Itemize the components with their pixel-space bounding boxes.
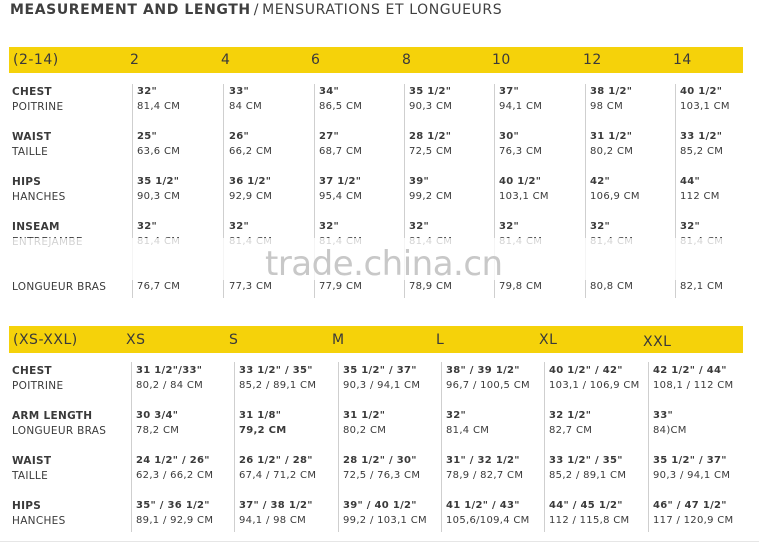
cm-value: 82,7 CM: [549, 425, 593, 436]
inch-value: 33 1/2" / 35": [549, 455, 623, 466]
measurement-label-french: TAILLE: [12, 470, 49, 482]
inch-value: 35 1/2": [137, 176, 180, 187]
measurement-label: [12, 410, 106, 437]
inch-value: 32": [229, 221, 250, 232]
cm-value: 95,4 CM: [319, 191, 363, 202]
cm-value: 67,4 / 71,2 CM: [239, 470, 317, 481]
size-range-label: (2-14): [13, 52, 59, 68]
measurement-cell: [239, 455, 316, 481]
measurement-cell: [590, 131, 633, 157]
inch-value: 41 1/2" / 43": [446, 500, 520, 511]
cm-value: 80,2 / 84 CM: [136, 380, 204, 391]
cm-value: 77,9 CM: [319, 281, 363, 292]
cm-value: 85,2 CM: [680, 146, 724, 157]
measurement-cell: [239, 410, 287, 436]
measurement-label-french: POITRINE: [12, 101, 64, 113]
cm-value: 63,6 CM: [137, 146, 181, 157]
measurement-label-english: CHEST: [12, 365, 52, 377]
inch-value: 46" / 47 1/2": [653, 500, 727, 511]
inch-value: 39" / 40 1/2": [343, 500, 417, 511]
size-header-cell: 4: [221, 52, 231, 68]
cm-value: 80,2 CM: [590, 146, 634, 157]
measurement-cell: [446, 500, 530, 526]
cm-value: 80,8 CM: [590, 281, 634, 292]
inch-value: 32": [409, 221, 430, 232]
measurement-cell: [239, 500, 313, 526]
inch-value: 26 1/2" / 28": [239, 455, 313, 466]
cm-value: 89,1 / 92,9 CM: [136, 515, 214, 526]
inch-value: 34": [319, 86, 340, 97]
column-divider: [131, 362, 132, 532]
cm-value: 79,2 CM: [239, 425, 287, 436]
inch-value: 24 1/2" / 26": [136, 455, 210, 466]
measurement-cell: [136, 410, 179, 436]
measurement-label-english: INSEAM: [12, 221, 60, 233]
measurement-cell: [680, 131, 723, 157]
inch-value: 31 1/2"/33": [136, 365, 203, 376]
measurement-label-english: WAIST: [12, 131, 52, 143]
size-header-cell: XS: [126, 331, 146, 348]
inch-value: 40 1/2": [499, 176, 542, 187]
column-divider: [441, 362, 442, 532]
size-header-cell: M: [332, 331, 345, 348]
measurement-cell: [653, 410, 687, 436]
size-header-cell: 6: [311, 52, 321, 68]
measurement-label-english: WAIST: [12, 455, 52, 467]
measurement-cell: [343, 500, 427, 526]
cm-value: 81,4 CM: [446, 425, 490, 436]
inch-value: 30": [499, 131, 520, 142]
inch-value: 32": [319, 221, 340, 232]
size-header-band: [9, 326, 743, 353]
cm-value: 78,9 / 82,7 CM: [446, 470, 524, 481]
measurement-cell: [137, 176, 180, 202]
title-separator: /: [253, 2, 260, 18]
inch-value: 32 1/2": [549, 410, 592, 421]
inch-value: 37": [499, 86, 520, 97]
measurement-label-french: POITRINE: [12, 380, 64, 392]
bottom-divider: [0, 541, 759, 542]
page-title: [10, 2, 502, 24]
cm-value: 72,5 / 76,3 CM: [343, 470, 421, 481]
size-header-cell: L: [436, 331, 445, 348]
measurement-cell: [680, 176, 720, 202]
size-header-cell: 14: [673, 52, 692, 68]
measurement-cell: [409, 131, 452, 157]
measurement-cell: [590, 86, 632, 112]
cm-value: 108,1 / 112 CM: [653, 380, 734, 391]
measurement-label-english: ARM LENGTH: [12, 410, 93, 422]
measurement-cell: [680, 86, 730, 112]
cm-value: 62,3 / 66,2 CM: [136, 470, 214, 481]
measurement-cell: [229, 131, 272, 157]
measurement-cell: [653, 365, 733, 391]
measurement-cell: [499, 176, 549, 202]
inch-value: 42 1/2" / 44": [653, 365, 727, 376]
inch-value: 40 1/2": [680, 86, 723, 97]
cm-value: 99,2 CM: [409, 191, 453, 202]
measurement-cell: [409, 86, 452, 112]
measurement-cell: [136, 455, 213, 481]
inch-value: 35 1/2" / 37": [343, 365, 417, 376]
measurement-cell: [446, 410, 489, 436]
measurement-cell: [136, 500, 213, 526]
cm-value: 112 CM: [680, 191, 720, 202]
inch-value: 35 1/2": [409, 86, 452, 97]
measurement-cell: [499, 86, 542, 112]
inch-value: 42": [590, 176, 611, 187]
measurement-cell: [409, 176, 452, 202]
measurement-cell: [239, 365, 316, 391]
measurement-label: [12, 176, 66, 203]
inch-value: 35 1/2" / 37": [653, 455, 727, 466]
measurement-label: [12, 455, 51, 482]
inch-value: 31" / 32 1/2": [446, 455, 520, 466]
cm-value: 94,1 CM: [499, 101, 543, 112]
inch-value: 35" / 36 1/2": [136, 500, 210, 511]
measurement-cell: [229, 86, 262, 112]
cm-value: 90,3 / 94,1 CM: [653, 470, 731, 481]
inch-value: 32": [137, 86, 158, 97]
title-english: MEASUREMENT AND LENGTH: [10, 2, 251, 18]
cm-value: 103,1 CM: [680, 101, 730, 112]
measurement-cell: [229, 176, 272, 202]
measurement-cell: [499, 131, 542, 157]
cm-value: 76,3 CM: [499, 146, 543, 157]
measurement-cell: [343, 365, 420, 391]
cm-value: 103,1 CM: [499, 191, 549, 202]
measurement-label: [12, 500, 66, 527]
inch-value: 27": [319, 131, 340, 142]
size-header-band: [9, 47, 743, 73]
inch-value: 40 1/2" / 42": [549, 365, 623, 376]
size-header-cell: XXL: [643, 333, 672, 350]
inch-value: 32": [446, 410, 467, 421]
measurement-cell: [319, 86, 362, 112]
size-header-cell: 2: [130, 52, 140, 68]
cm-value: 79,8 CM: [499, 281, 543, 292]
inch-value: 33": [653, 410, 674, 421]
measurement-cell: [549, 500, 629, 526]
cm-value: 103,1 / 106,9 CM: [549, 380, 640, 391]
measurement-label: [12, 365, 63, 392]
inch-value: 30 3/4": [136, 410, 179, 421]
inch-value: 25": [137, 131, 158, 142]
inch-value: 26": [229, 131, 250, 142]
cm-value: 92,9 CM: [229, 191, 273, 202]
size-header-cell: 12: [583, 52, 602, 68]
inch-value: 38 1/2": [590, 86, 633, 97]
measurement-cell: [137, 86, 180, 112]
cm-value: 81,4 CM: [137, 101, 181, 112]
inch-value: 33": [229, 86, 250, 97]
inch-value: 32": [680, 221, 701, 232]
cm-value: 82,1 CM: [680, 281, 724, 292]
cm-value: 76,7 CM: [137, 281, 181, 292]
inch-value: 31 1/2": [590, 131, 633, 142]
cm-value: 66,2 CM: [229, 146, 273, 157]
measurement-label-english: HIPS: [12, 500, 42, 512]
cm-value: 112 / 115,8 CM: [549, 515, 630, 526]
inch-value: 33 1/2": [680, 131, 723, 142]
cm-value: 86,5 CM: [319, 101, 363, 112]
cm-value: 85,2 / 89,1 CM: [239, 380, 317, 391]
inch-value: 32": [137, 221, 158, 232]
measurement-label: [12, 86, 63, 113]
cm-value: 72,5 CM: [409, 146, 453, 157]
cm-value: 117 / 120,9 CM: [653, 515, 734, 526]
inch-value: 33 1/2" / 35": [239, 365, 313, 376]
measurement-cell: [319, 176, 362, 202]
cm-value: 80,2 CM: [343, 425, 387, 436]
inch-value: 38" / 39 1/2": [446, 365, 520, 376]
cm-value: 96,7 / 100,5 CM: [446, 380, 530, 391]
measurement-label-french: LONGUEUR BRAS: [12, 425, 107, 437]
inch-value: 37 1/2": [319, 176, 362, 187]
measurement-cell: [343, 410, 386, 436]
measurement-label: [12, 131, 51, 158]
inch-value: 44" / 45 1/2": [549, 500, 623, 511]
cm-value: 84 CM: [229, 101, 263, 112]
cm-value: 78,9 CM: [409, 281, 453, 292]
watermark: trade.china.cn: [265, 244, 503, 284]
measurement-cell: [446, 455, 523, 481]
cm-value: 99,2 / 103,1 CM: [343, 515, 427, 526]
size-header-cell: XL: [539, 331, 558, 348]
measurement-label-french: HANCHES: [12, 515, 66, 527]
cm-value: 78,2 CM: [136, 425, 180, 436]
inch-value: 31 1/8": [239, 410, 282, 421]
inch-value: 37" / 38 1/2": [239, 500, 313, 511]
measurement-cell: [590, 176, 640, 202]
inch-value: 32": [590, 221, 611, 232]
inch-value: 32": [499, 221, 520, 232]
inch-value: 31 1/2": [343, 410, 386, 421]
measurement-cell: [446, 365, 530, 391]
size-range-label: (XS-XXL): [13, 331, 78, 348]
title-french: MENSURATIONS ET LONGUEURS: [262, 2, 503, 18]
measurement-label-english: HIPS: [12, 176, 42, 188]
inch-value: 28 1/2": [409, 131, 452, 142]
measurement-cell: [653, 455, 730, 481]
cm-value: 90,3 CM: [137, 191, 181, 202]
measurement-cell: [549, 410, 592, 436]
inch-value: 44": [680, 176, 701, 187]
measurement-cell: [343, 455, 420, 481]
measurement-cell: [549, 455, 626, 481]
measurement-cell: [653, 500, 733, 526]
cm-value: 105,6/109,4 CM: [446, 515, 530, 526]
inch-value: 36 1/2": [229, 176, 272, 187]
cm-value: 84)CM: [653, 425, 687, 436]
measurement-cell: [319, 131, 362, 157]
measurement-cell: [549, 365, 640, 391]
column-divider: [234, 362, 235, 532]
measurement-cell: [137, 131, 180, 157]
cm-value: 106,9 CM: [590, 191, 640, 202]
measurement-label-english: CHEST: [12, 86, 52, 98]
size-header-cell: 10: [492, 52, 511, 68]
size-header-cell: S: [229, 331, 239, 348]
column-divider: [338, 362, 339, 532]
size-header-cell: 8: [402, 52, 412, 68]
cm-value: 94,1 / 98 CM: [239, 515, 307, 526]
cm-value: 90,3 CM: [409, 101, 453, 112]
cm-value: 68,7 CM: [319, 146, 363, 157]
measurement-label-french: LONGUEUR BRAS: [12, 281, 107, 293]
measurement-cell: [136, 365, 203, 391]
column-divider: [648, 362, 649, 532]
cm-value: 85,2 / 89,1 CM: [549, 470, 627, 481]
inch-value: 28 1/2" / 30": [343, 455, 417, 466]
measurement-label-french: TAILLE: [12, 146, 49, 158]
cm-value: 90,3 / 94,1 CM: [343, 380, 421, 391]
inch-value: 39": [409, 176, 430, 187]
column-divider: [544, 362, 545, 532]
measurement-label-french: HANCHES: [12, 191, 66, 203]
cm-value: 77,3 CM: [229, 281, 273, 292]
cm-value: 98 CM: [590, 101, 624, 112]
